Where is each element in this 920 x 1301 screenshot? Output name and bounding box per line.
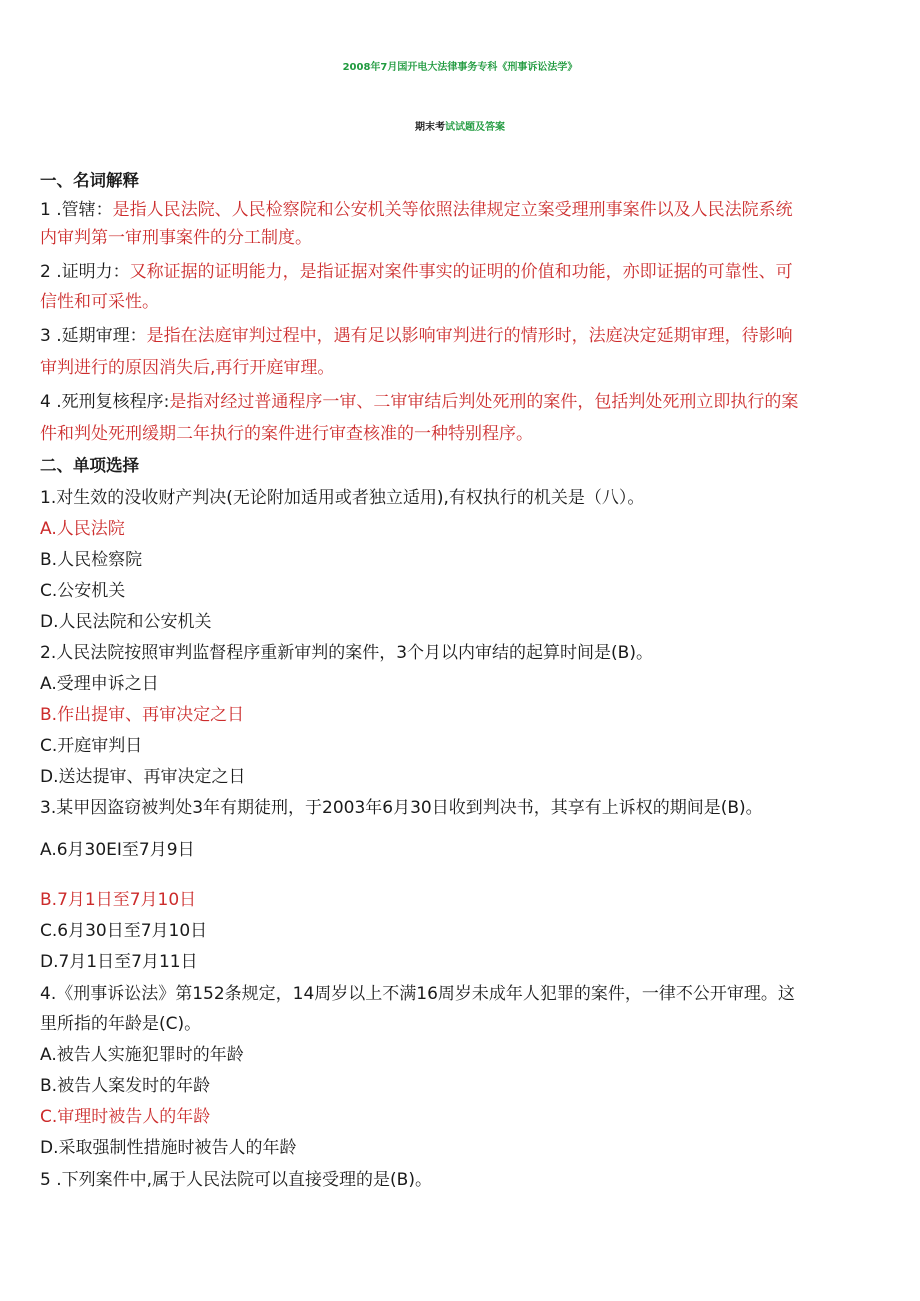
question-4-option-c: C.审理时被告人的年龄 (40, 1107, 211, 1127)
question-2-option-c: C.开庭审判日 (40, 736, 143, 756)
question-3-option-c: C.6月30日至7月10日 (40, 921, 208, 941)
term-4-line-1 (40, 391, 798, 413)
term-4-line-2: 件和判处死刑缓期二年执行的案件进行审查核准的一种特别程序。 (40, 424, 533, 444)
term-2-line-2: 信性和可采性。 (40, 292, 159, 312)
question-1-option-b: B.人民检察院 (40, 550, 143, 570)
question-2-option-a: A.受理申诉之日 (40, 674, 159, 694)
term-3-line-1 (40, 325, 793, 347)
question-4-stem-line-1: 4.《刑事诉讼法》第152条规定，14周岁以上不满16周岁未成年人犯罪的案件，一律不公开审理。这 (40, 984, 795, 1004)
question-3-option-a: A.6月30EI至7月9日 (40, 840, 195, 860)
question-2-stem: 2.人民法院按照审判监督程序重新审判的案件，3个月以内审结的起算时间是(B)。 (40, 643, 653, 663)
section-heading-single-choice: 二、单项选择 (40, 456, 139, 475)
term-4-definition: 是指对经过普通程序一审、二审审结后判处死刑的案件，包括判处死刑立即执行的案 (169, 392, 799, 412)
term-3-definition: 是指在法庭审判过程中，遇有足以影响审判进行的情形时，法庭决定延期审理，待影响 (146, 326, 793, 346)
term-1-definition: 是指人民法院、人民检察院和公安机关等依照法律规定立案受理刑事案件以及人民法院系统 (112, 200, 793, 220)
question-3-stem: 3.某甲因盗窃被判处3年有期徒刑，于2003年6月30日收到判决书，其享有上诉权的期间是(B)。 (40, 798, 763, 818)
term-2-label: 2 .证明力： (40, 262, 130, 282)
question-1-option-a: A.人民法院 (40, 519, 125, 539)
term-2-definition: 又称证据的证明能力，是指证据对案件事实的证明的价值和功能，亦即证据的可靠性、可 (129, 262, 793, 282)
question-2-option-d: D.送达提审、再审决定之日 (40, 767, 246, 787)
title-line-1-part-1: 2008年7月国开电大法律事务专科 (342, 62, 498, 73)
question-5-stem: 5 .下列案件中,属于人民法院可以直接受理的是(B)。 (40, 1170, 432, 1190)
section-heading-terms: 一、名词解释 (40, 171, 139, 190)
question-1-stem: 1.对生效的没收财产判决(无论附加适用或者独立适用),有权执行的机关是（八）。 (40, 488, 645, 508)
term-3-line-2: 审判进行的原因消失后,再行开庭审理。 (40, 358, 335, 378)
question-4-option-b: B.被告人案发时的年龄 (40, 1076, 211, 1096)
question-4-option-d: D.采取强制性措施时被告人的年龄 (40, 1138, 297, 1158)
question-4-stem-line-2: 里所指的年龄是(C)。 (40, 1014, 202, 1034)
term-3-label: 3 .延期审理： (40, 326, 147, 346)
question-1-option-d: D.人民法院和公安机关 (40, 612, 212, 632)
term-2-line-1 (40, 261, 793, 283)
term-1-line-1 (40, 199, 793, 221)
term-1-line-2: 内审判第一审刑事案件的分工制度。 (40, 228, 312, 248)
question-3-option-d: D.7月1日至7月11日 (40, 952, 198, 972)
question-1-option-c: C.公安机关 (40, 581, 126, 601)
question-2-option-b: B.作出提审、再审决定之日 (40, 705, 245, 725)
question-4-option-a: A.被告人实施犯罪时的年龄 (40, 1045, 244, 1065)
title-line-1 (0, 58, 920, 73)
title-line-1-part-2: 《刑事诉讼法学》 (497, 62, 578, 73)
title-line-2-part-1: 期末考 (415, 122, 445, 133)
term-1-label: 1 .管辖： (40, 200, 113, 220)
question-3-option-b: B.7月1日至7月10日 (40, 890, 197, 910)
term-4-label: 4 .死刑复核程序: (40, 392, 170, 412)
title-line-2 (0, 118, 920, 133)
title-line-2-part-2: 试试题及答案 (445, 122, 505, 133)
